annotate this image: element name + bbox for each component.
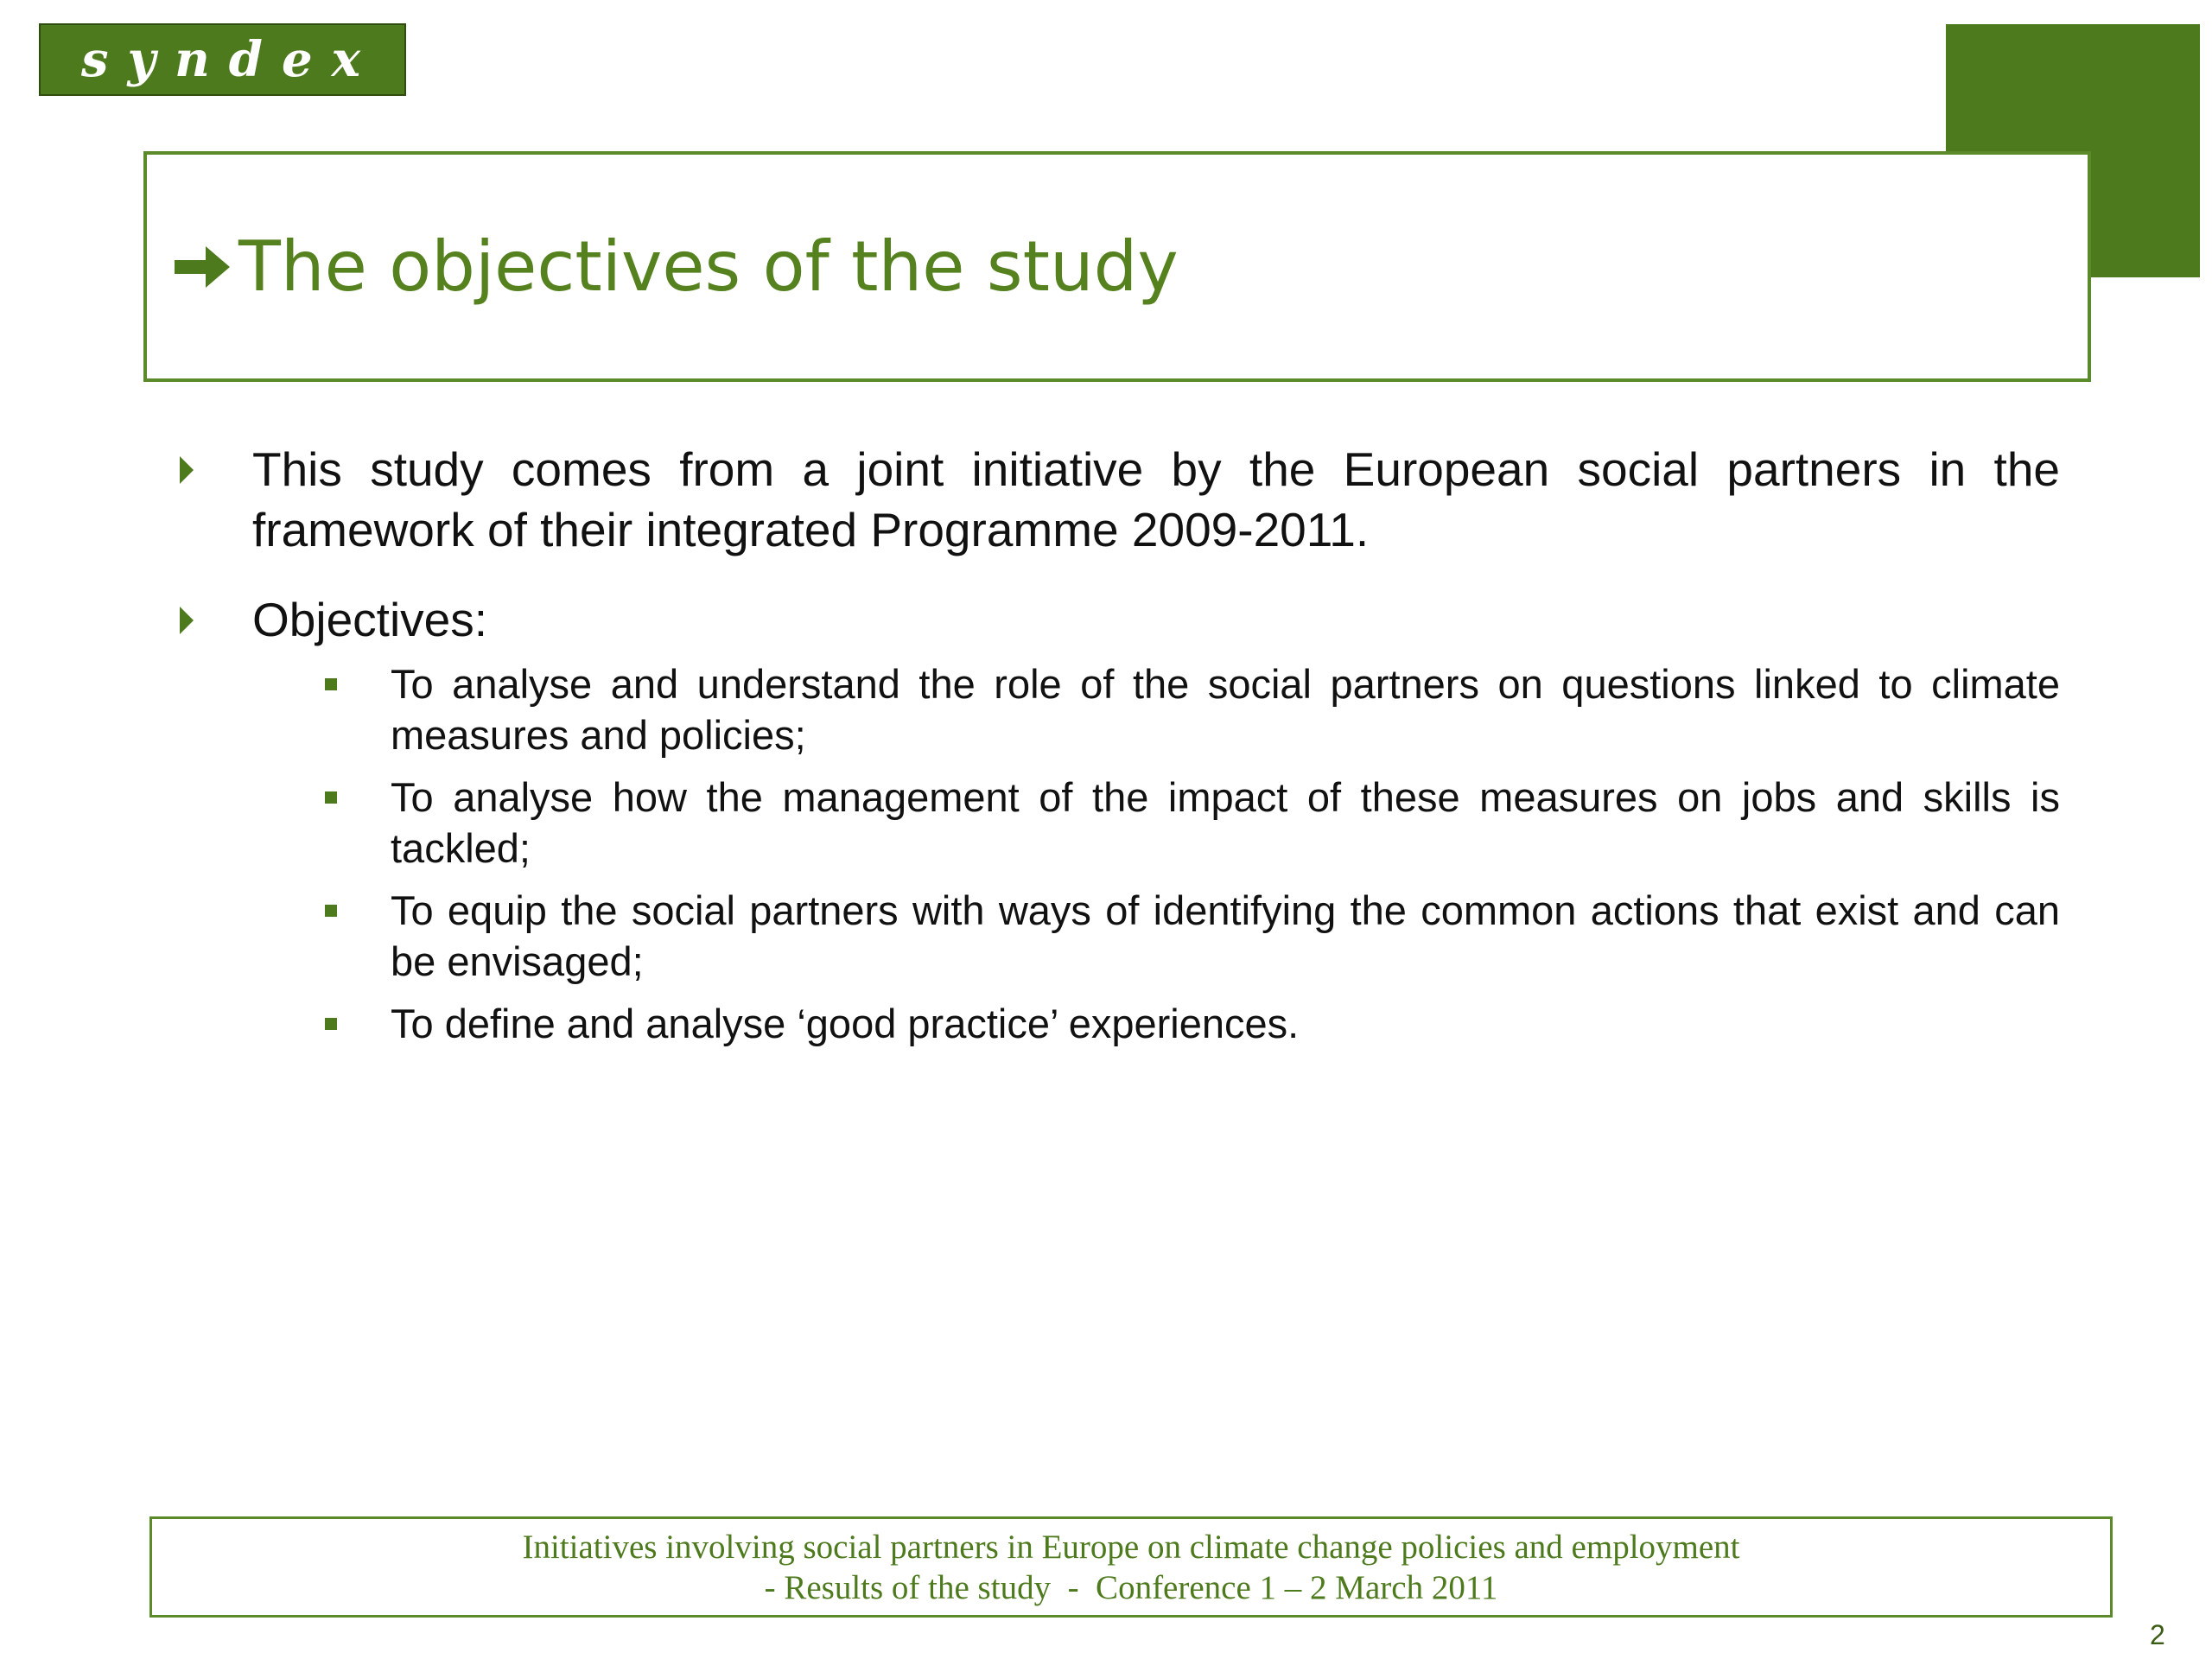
- footer-line-1: Initiatives involving social partners in Europe on climate change policies and employment: [522, 1528, 1740, 1566]
- triangle-bullet-icon: [180, 607, 194, 634]
- objectives-list: [325, 658, 2060, 1049]
- objective-item: [325, 658, 2060, 760]
- slide-title: The objectives of the study: [238, 226, 1179, 307]
- square-bullet-icon: [325, 678, 337, 690]
- objective-text: To define and analyse ‘good practice’ experiences.: [391, 1001, 1300, 1046]
- logo-text: syndex: [81, 31, 379, 88]
- objective-item: [325, 998, 2060, 1049]
- page-number: 2: [2150, 1619, 2165, 1650]
- title-box: [143, 151, 2091, 382]
- objective-text: To analyse and understand the role of the social partners on questions linked to climate measures and policies;: [391, 661, 2060, 758]
- footer-line-2: - Results of the study - Conference 1 – 2 March 2011: [764, 1568, 1498, 1606]
- bullet-text: This study comes from a joint initiative by the European social partners in the framework of their integrated Programme 2009-2011.: [252, 442, 2060, 556]
- bullet-text: Objectives:: [252, 593, 488, 646]
- objective-text: To analyse how the management of the impact of these measures on jobs and skills is tackled;: [391, 774, 2060, 871]
- objective-item: [325, 885, 2060, 987]
- square-bullet-icon: [325, 905, 337, 917]
- objective-text: To equip the social partners with ways of identifying the common actions that exist and can be envisaged;: [391, 887, 2060, 984]
- footer-box: [149, 1516, 2113, 1618]
- square-bullet-icon: [325, 791, 337, 804]
- bullet-item: [173, 589, 2060, 650]
- objective-item: [325, 772, 2060, 874]
- slide-content: [173, 439, 2060, 1060]
- triangle-bullet-icon: [180, 456, 194, 484]
- syndex-logo: [39, 23, 406, 96]
- bullet-item: [173, 439, 2060, 560]
- square-bullet-icon: [325, 1018, 337, 1030]
- arrow-right-icon: [171, 241, 233, 293]
